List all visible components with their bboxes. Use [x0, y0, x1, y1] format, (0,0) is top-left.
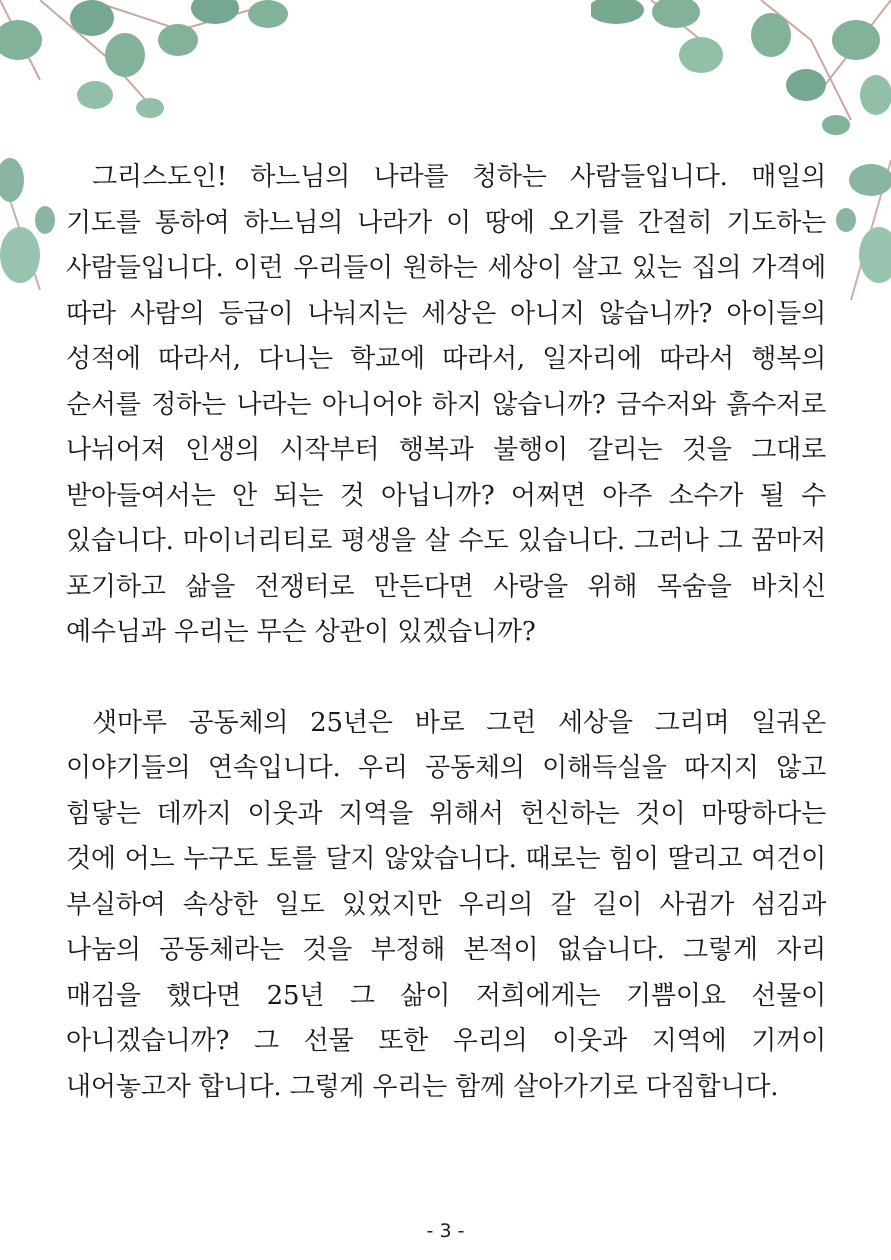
paragraph: 샛마루 공동체의 25년은 바로 그런 세상을 그리며 일궈온 이야기들의 연속입니다. 우리 공동체의 이해득실을 따지지 않고 힘닿는 데까지 이웃과 지역을 위해서 헌신하는 것이 마땅하다는 것에 어느 누구도 토를 달지 않았습니다. 때로는 힘이 딸리고 여건이 부실하여 속상한 일도 있었지만 우리의 갈 길이 사귐가 섬김과 나눔의 공동체라는 것을 부정해 본적이 없습니다. 그렇게 자리 매김을 했다면 25년 그 삶이 저희에게는 기쁨이요 선물이 아니겠습니까? 그 선물 또한 우리의 이웃과 지역에 기꺼이 내어놓고자 합니다. 그렇게 우리는 함께 살아가기로 다짐합니다.	[66, 707, 826, 1102]
document-body	[66, 155, 826, 1110]
eucalyptus-leaf-icon	[0, 150, 70, 320]
eucalyptus-leaf-icon	[821, 150, 891, 320]
eucalyptus-branch-icon	[0, 0, 300, 125]
paragraph: 그리스도인! 하느님의 나라를 청하는 사람들입니다. 매일의 기도를 통하여 하느님의 나라가 이 땅에 오기를 간절히 기도하는 사람들입니다. 이런 우리들이 원하는 세상이 살고 있는 집의 가격에 따라 사람의 등급이 나눠지는 세상은 아니지 않습니까? 아이들의 성적에 따라서, 다니는 학교에 따라서, 일자리에 따라서 행복의 순서를 정하는 나라는 아니어야 하지 않습니까? 금수저와 흙수저로 나뉘어져 인생의 시작부터 행복과 불행이 갈리는 것을 그대로 받아들여서는 안 되는 것 아닙니까? 어쩌면 아주 소수가 될 수 있습니다. 마이너리티로 평생을 살 수도 있습니다. 그러나 그 꿈마저 포기하고 삶을 전쟁터로 만든다면 사랑을 위해 목숨을 바치신 예수님과 우리는 무슨 상관이 있겠습니까?	[66, 162, 826, 647]
eucalyptus-branch-icon	[591, 0, 891, 135]
page-number: - 3 -	[426, 1220, 465, 1242]
